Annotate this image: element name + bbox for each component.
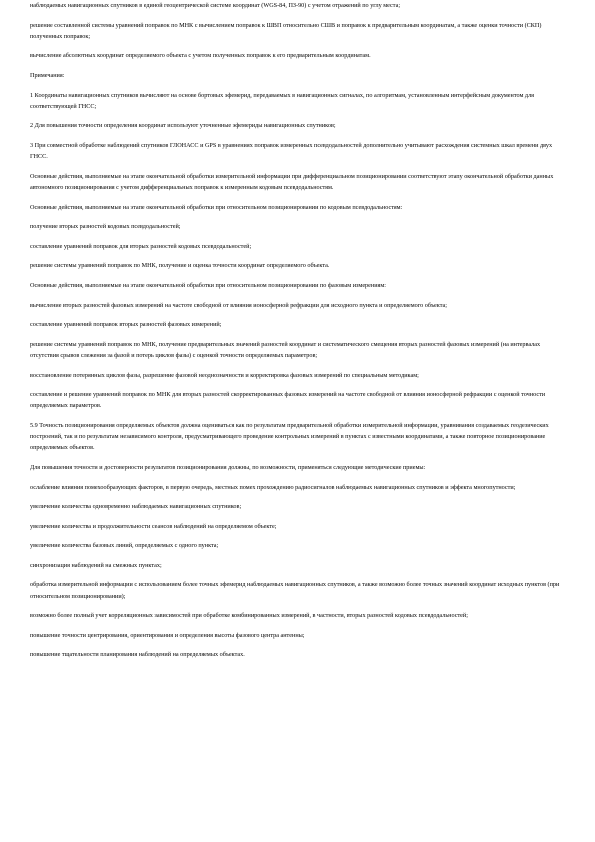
document-page <box>30 0 565 669</box>
list-item: обработка измерительной информации с использованием более точных эфемерид наблюдаемых навигационных спутников, а также возможно более точных значений координат исходных пунктов (при относительном позиционировании); <box>30 581 560 600</box>
list-item: увеличение количества и продолжительности сеансов наблюдений на определяемом объекте; <box>30 522 277 530</box>
list-item: получение вторых разностей кодовых псевдодальностей; <box>30 223 181 231</box>
list-item: повышение точности центрирования, ориентирования и определения высоты фазового центра антенны; <box>30 631 305 639</box>
list-item: решение системы уравнений поправок по МНК, получение и оценка точности координат определяемого объекта. <box>30 262 330 270</box>
text-paragraph: Для повышения точности и достоверности результатов позиционирования должны, по возможности, применяться следующие методические приемы: <box>30 463 426 471</box>
list-item: увеличение количества одновременно наблюдаемых навигационных спутников; <box>30 503 242 511</box>
note-item: 2 Для повышения точности определения координат используют уточненные эфемериды навигационных спутников; <box>30 122 336 130</box>
list-item: вычисление вторых разностей фазовых измерений на частоте свободной от влияния ионосферной рефракции для исходного пункта и определяемого объекта; <box>30 301 447 309</box>
list-item: составление и решение уравнений поправок по МНК для вторых разностей скорректированных фазовых измерений на частоте свободной от влияния ионосферной рефракции с оценкой точности определяемых параметров. <box>30 391 546 410</box>
section-paragraph: 5.9 Точность позиционирования определяемых объектов должна оцениваться как по результатам предварительной обработки измерительной информации, уравнивания создаваемых геодезических построений, так и по результатам независимого контроля, предусматривающего проведение контрольных измерений в пунктах с известными координатами, а также повторное позиционирование определяемых объектов. <box>30 421 549 452</box>
text-paragraph: наблюдаемых навигационных спутников в единой геоцентрической системе координат (WGS-84, ПЗ-90) с учетом отражений по углу места; <box>30 2 401 9</box>
list-item: повышение тщательности планирования наблюдений на определяемых объектах. <box>30 651 245 659</box>
text-paragraph: Основные действия, выполняемые на этапе окончательной обработки при относительном позиционировании по кодовым псевдодальностям: <box>30 203 403 211</box>
text-paragraph: Основные действия, выполняемые на этапе окончательной обработки измерительной информации при дифференциальном позиционировании соответствуют этапу окончательной обработки данных автономного позиционирования с учетом дифференциальных поправок к измеренным кодовым псевдодальностям. <box>30 172 554 191</box>
notes-heading: Примечания: <box>30 71 65 79</box>
list-item: увеличение количества базовых линий, определяемых с одного пункта; <box>30 542 219 550</box>
list-item: возможно более полный учет корреляционных зависимостей при обработке комбинированных измерений, в частности, вторых разностей кодовых псевдодальностей; <box>30 612 468 620</box>
list-item: синхронизация наблюдений на смежных пунктах; <box>30 561 162 569</box>
text-paragraph: решение составленной системы уравнений поправок по МНК с вычислением поправок к ШВП относительно СШВ и поправок к предварительным координатам, а также оценки точности (СКП) полученных поправок; <box>30 21 542 40</box>
list-item: составление уравнений поправок вторых разностей фазовых измерений; <box>30 321 222 329</box>
text-paragraph: вычисление абсолютных координат определяемого объекта с учетом полученных поправок к его предварительным координатам. <box>30 52 371 60</box>
text-paragraph: Основные действия, выполняемые на этапе окончательной обработки при относительном позиционировании по фазовым измерениям: <box>30 281 387 289</box>
list-item: решение системы уравнений поправок по МНК, получение предварительных значений разностей координат и систематического смещения вторых разностей фазовых измерений (на интервалах отсутствия срывов слежения за фазой и потерь циклов фазы) с оценкой точности определяемых параметров; <box>30 340 541 359</box>
list-item: восстановление потерянных циклов фазы, разрешение фазовой неоднозначности и корректировка фазовых измерений по специальным методикам; <box>30 371 419 379</box>
note-item: 3 При совместной обработке наблюдений спутников ГЛОНАСС и GPS в уравнениях поправок измеренных псевдодальностей дополнительно учитывают расхождения системных шкал времени двух ГНСС. <box>30 141 553 161</box>
note-item: 1 Координаты навигационных спутников вычисляют на основе бортовых эфемерид, передаваемых в навигационных сигналах, по алгоритмам, установленным интерфейсным документом для соответствующей ГНСС; <box>30 91 534 110</box>
list-item: ослабление влияния помехообразующих факторов, в первую очередь, местных помех прохождению радиосигналов наблюдаемых навигационных спутников и эффекта многопутности; <box>30 483 516 491</box>
list-item: составление уравнений поправок для вторых разностей кодовых псевдодальностей; <box>30 242 252 250</box>
